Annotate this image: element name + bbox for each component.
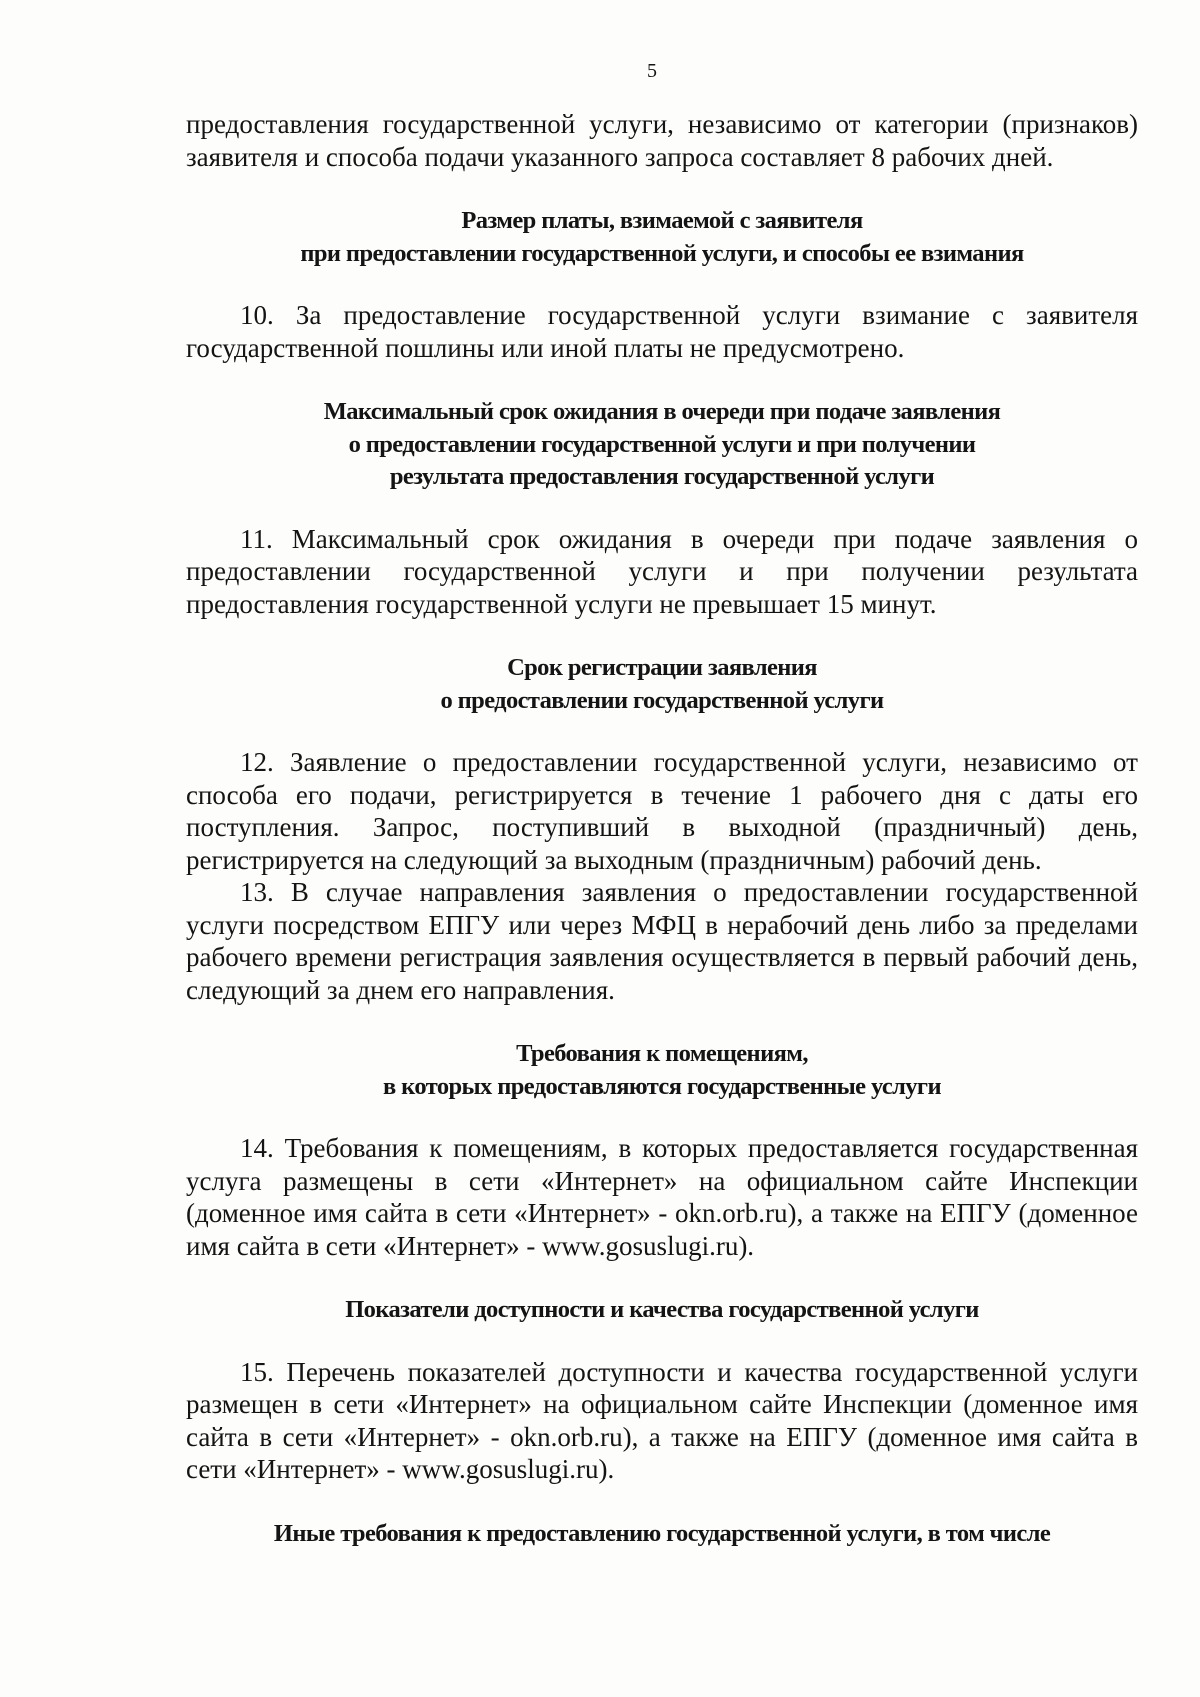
continuation-paragraph: предоставления государственной услуги, независимо от категории (признаков) заявителя и способа подачи указанного запроса составляет 8 рабочих дней. bbox=[186, 109, 1138, 172]
paragraph-12: 12. Заявление о предоставлении государственной услуги, независимо от способа его подачи, регистрируется в течение 1 рабочего дня с даты его поступления. Запрос, поступивший в выходной (праздничный) день, регистрируется на следующий за выходным (праздничным) рабочий день. bbox=[186, 747, 1138, 875]
section-heading-registration: Срок регистрации заявления о предоставлении государственной услуги bbox=[440, 654, 884, 714]
section-heading-fee: Размер платы, взимаемой с заявителя при предоставлении государственной услуги, и способы ее взимания bbox=[300, 207, 1024, 267]
page-number: 5 bbox=[647, 60, 657, 82]
paragraph-15: 15. Перечень показателей доступности и качества государственной услуги размещен в сети «Интернет» на официальном сайте Инспекции (доменное имя сайта в сети «Интернет» - okn.orb.ru), а также на ЕПГУ (доменное имя сайта в сети «Интернет» - www.gosuslugi.ru). bbox=[186, 1356, 1138, 1484]
paragraph-13: 13. В случае направления заявления о предоставлении государственной услуги посредством ЕПГУ или через МФЦ в нерабочий день либо за пределами рабочего времени регистрация заявления осуществляется в первый рабочий день, следующий за днем его направления. bbox=[186, 877, 1138, 1005]
section-heading-quality: Показатели доступности и качества государственной услуги bbox=[345, 1296, 979, 1323]
section-heading-queue-time: Максимальный срок ожидания в очереди при подаче заявления о предоставлении государственной услуги и при получении результата предоставления государственной услуги bbox=[323, 398, 1001, 490]
paragraph-11: 11. Максимальный срок ожидания в очереди при подаче заявления о предоставлении государственной услуги и при получении результата предоставления государственной услуги не превышает 15 минут. bbox=[186, 523, 1138, 619]
paragraph-14: 14. Требования к помещениям, в которых предоставляется государственная услуга размещены в сети «Интернет» на официальном сайте Инспекции (доменное имя сайта в сети «Интернет» - okn.orb.ru), а также на ЕПГУ (доменное имя сайта в сети «Интернет» - www.gosuslugi.ru). bbox=[186, 1133, 1138, 1261]
section-heading-other-requirements: Иные требования к предоставлению государственной услуги, в том числе bbox=[273, 1519, 1051, 1547]
document-body bbox=[186, 108, 1138, 1550]
section-heading-premises: Требования к помещениям, в которых предоставляются государственные услуги bbox=[383, 1040, 941, 1100]
paragraph-10: 10. За предоставление государственной услуги взимание с заявителя государственной пошлины или иной платы не предусмотрено. bbox=[186, 300, 1138, 363]
